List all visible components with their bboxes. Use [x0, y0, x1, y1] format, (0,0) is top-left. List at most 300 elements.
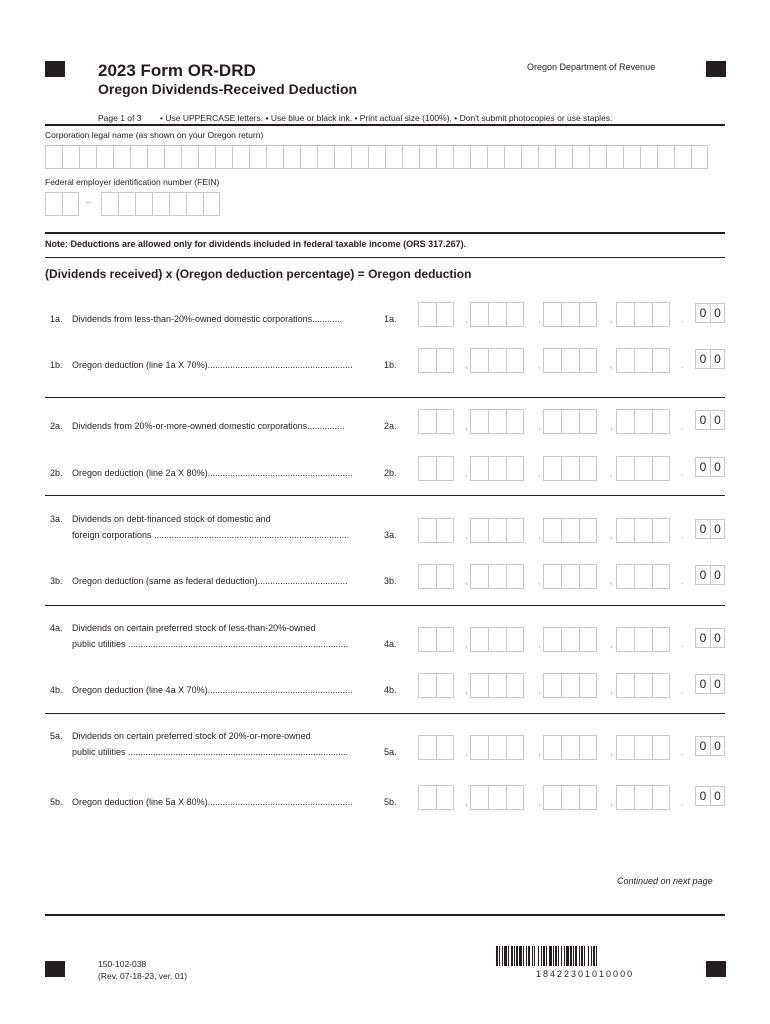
- amount-separator: ,: [465, 530, 468, 540]
- char-box[interactable]: [579, 735, 597, 760]
- amount-separator: ,: [465, 360, 468, 370]
- char-box[interactable]: [418, 785, 436, 810]
- char-box[interactable]: [317, 145, 334, 169]
- char-box[interactable]: [506, 627, 524, 652]
- amount-digit-group[interactable]: [616, 564, 670, 589]
- form-title: 2023 Form OR-DRD: [98, 61, 256, 80]
- char-box[interactable]: [506, 348, 524, 373]
- cents-field[interactable]: [695, 457, 725, 477]
- cents-digit[interactable]: 0: [695, 457, 710, 477]
- amount-separator: ,: [538, 747, 541, 757]
- char-box[interactable]: [385, 145, 402, 169]
- amount-separator: ,: [465, 468, 468, 478]
- amount-digit-group[interactable]: [418, 409, 454, 434]
- amount-digit-group[interactable]: [470, 409, 524, 434]
- char-box[interactable]: [418, 735, 436, 760]
- char-box[interactable]: [368, 145, 385, 169]
- registration-mark-top-right: [706, 61, 726, 77]
- char-box[interactable]: [164, 145, 181, 169]
- line-description-cont: public utilities ........................................................................................: [72, 747, 349, 757]
- char-box[interactable]: [616, 735, 634, 760]
- amount-separator: ,: [610, 639, 613, 649]
- line-description: Dividends from less-than-20%-owned domestic corporations............: [72, 314, 343, 324]
- amount-digit-group[interactable]: [616, 456, 670, 481]
- char-box[interactable]: [113, 145, 130, 169]
- char-box[interactable]: [623, 145, 640, 169]
- amount-digit-group[interactable]: [418, 735, 454, 760]
- amount-digit-group[interactable]: [470, 735, 524, 760]
- char-box[interactable]: [657, 145, 674, 169]
- line-number: 1b.: [50, 360, 63, 370]
- char-box[interactable]: [436, 673, 454, 698]
- amount-digit-group[interactable]: [418, 302, 454, 327]
- char-box[interactable]: [436, 735, 454, 760]
- char-box[interactable]: [555, 145, 572, 169]
- amount-digit-group[interactable]: [470, 456, 524, 481]
- char-box[interactable]: [418, 409, 436, 434]
- char-box[interactable]: [249, 145, 266, 169]
- char-box[interactable]: [652, 456, 670, 481]
- line-number: 4a.: [50, 623, 63, 633]
- char-box[interactable]: [561, 564, 579, 589]
- amount-digit-group[interactable]: [543, 627, 597, 652]
- amount-separator: .: [681, 639, 684, 649]
- amount-separator: ,: [610, 360, 613, 370]
- char-box[interactable]: [488, 302, 506, 327]
- line-number: 1a.: [50, 314, 63, 324]
- char-box[interactable]: [561, 518, 579, 543]
- amount-digit-group[interactable]: [470, 785, 524, 810]
- char-box[interactable]: [652, 627, 670, 652]
- char-box[interactable]: [470, 673, 488, 698]
- char-box[interactable]: [616, 348, 634, 373]
- section-divider: [45, 713, 725, 714]
- cents-digit[interactable]: 0: [695, 628, 710, 648]
- char-box[interactable]: [436, 456, 454, 481]
- char-box[interactable]: [652, 785, 670, 810]
- char-box[interactable]: [130, 145, 147, 169]
- amount-digit-group[interactable]: [470, 564, 524, 589]
- amount-separator: ,: [538, 685, 541, 695]
- form-subtitle: Oregon Dividends-Received Deduction: [98, 81, 358, 97]
- line-description: Oregon deduction (line 5a X 80%)..........................................................: [72, 797, 353, 807]
- amount-separator: .: [681, 421, 684, 431]
- cents-digit[interactable]: 0: [710, 410, 725, 430]
- cents-digit[interactable]: 0: [695, 519, 710, 539]
- agency-name: Oregon Department of Revenue: [527, 62, 656, 72]
- char-box[interactable]: [572, 145, 589, 169]
- char-box[interactable]: [79, 145, 96, 169]
- char-box[interactable]: [606, 145, 623, 169]
- amount-digit-group[interactable]: [616, 627, 670, 652]
- char-box[interactable]: [561, 302, 579, 327]
- char-box[interactable]: [506, 456, 524, 481]
- corp-name-label: Corporation legal name (as shown on your Oregon return): [45, 130, 264, 140]
- char-box[interactable]: [589, 145, 606, 169]
- char-box[interactable]: [45, 192, 62, 216]
- char-box[interactable]: [616, 409, 634, 434]
- char-box[interactable]: [470, 302, 488, 327]
- char-box[interactable]: [561, 456, 579, 481]
- char-box[interactable]: [488, 518, 506, 543]
- amount-digit-group[interactable]: [543, 348, 597, 373]
- amount-digit-group[interactable]: [616, 409, 670, 434]
- amount-digit-group[interactable]: [543, 785, 597, 810]
- char-box[interactable]: [634, 673, 652, 698]
- char-box[interactable]: [470, 785, 488, 810]
- amount-digit-group[interactable]: [470, 348, 524, 373]
- char-box[interactable]: [674, 145, 691, 169]
- char-box[interactable]: [266, 145, 283, 169]
- char-box[interactable]: [334, 145, 351, 169]
- char-box[interactable]: [470, 145, 487, 169]
- line-reference: 1a.: [384, 314, 397, 324]
- char-box[interactable]: [62, 145, 79, 169]
- cents-digit[interactable]: 0: [695, 565, 710, 585]
- amount-separator: .: [681, 685, 684, 695]
- cents-field[interactable]: [695, 628, 725, 648]
- cents-digit[interactable]: 0: [710, 786, 725, 806]
- char-box[interactable]: [152, 192, 169, 216]
- amount-digit-group[interactable]: [470, 627, 524, 652]
- amount-digit-group[interactable]: [543, 673, 597, 698]
- amount-digit-group[interactable]: [418, 564, 454, 589]
- char-box[interactable]: [543, 627, 561, 652]
- amount-separator: ,: [465, 576, 468, 586]
- char-box[interactable]: [62, 192, 79, 216]
- cents-digit[interactable]: 0: [710, 519, 725, 539]
- char-box[interactable]: [135, 192, 152, 216]
- char-box[interactable]: [300, 145, 317, 169]
- char-box[interactable]: [96, 145, 113, 169]
- char-box[interactable]: [616, 627, 634, 652]
- char-box[interactable]: [616, 456, 634, 481]
- amount-digit-group[interactable]: [418, 456, 454, 481]
- amount-separator: .: [681, 747, 684, 757]
- char-box[interactable]: [579, 785, 597, 810]
- cents-field[interactable]: [695, 303, 725, 323]
- char-box[interactable]: [579, 456, 597, 481]
- amount-digit-group[interactable]: [616, 735, 670, 760]
- cents-digit[interactable]: 0: [695, 786, 710, 806]
- char-box[interactable]: [543, 348, 561, 373]
- amount-separator: .: [681, 576, 684, 586]
- char-box[interactable]: [616, 673, 634, 698]
- char-box[interactable]: [579, 302, 597, 327]
- line-description: Dividends on certain preferred stock of less-than-20%-owned: [72, 623, 316, 633]
- cents-digit[interactable]: 0: [695, 349, 710, 369]
- char-box[interactable]: [652, 348, 670, 373]
- cents-field[interactable]: [695, 674, 725, 694]
- amount-digit-group[interactable]: [418, 673, 454, 698]
- char-box[interactable]: [418, 564, 436, 589]
- char-box[interactable]: [561, 627, 579, 652]
- line-number: 5b.: [50, 797, 63, 807]
- amount-separator: ,: [538, 468, 541, 478]
- cents-field[interactable]: [695, 565, 725, 585]
- char-box[interactable]: [436, 518, 454, 543]
- note-top-rule: [45, 232, 725, 234]
- amount-separator: ,: [465, 685, 468, 695]
- corp-name-input[interactable]: [45, 145, 708, 169]
- char-box[interactable]: [453, 145, 470, 169]
- char-box[interactable]: [436, 348, 454, 373]
- char-box[interactable]: [543, 735, 561, 760]
- char-box[interactable]: [634, 348, 652, 373]
- char-box[interactable]: [543, 518, 561, 543]
- char-box[interactable]: [418, 302, 436, 327]
- cents-field[interactable]: [695, 349, 725, 369]
- amount-digit-group[interactable]: [418, 627, 454, 652]
- amount-digit-group[interactable]: [543, 456, 597, 481]
- char-box[interactable]: [579, 564, 597, 589]
- char-box[interactable]: [488, 785, 506, 810]
- cents-digit[interactable]: 0: [710, 736, 725, 756]
- line-number: 5a.: [50, 731, 63, 741]
- amount-digit-group[interactable]: [616, 518, 670, 543]
- amount-digit-group[interactable]: [616, 673, 670, 698]
- char-box[interactable]: [203, 192, 220, 216]
- char-box[interactable]: [45, 145, 62, 169]
- amount-digit-group[interactable]: [543, 564, 597, 589]
- cents-digit[interactable]: 0: [710, 628, 725, 648]
- char-box[interactable]: [543, 302, 561, 327]
- line-number: 3b.: [50, 576, 63, 586]
- char-box[interactable]: [652, 518, 670, 543]
- barcode-number: 18422301010000: [536, 969, 635, 979]
- amount-digit-group[interactable]: [543, 518, 597, 543]
- char-box[interactable]: [436, 785, 454, 810]
- line-description: Dividends on debt-financed stock of domestic and: [72, 514, 271, 524]
- char-box[interactable]: [579, 518, 597, 543]
- cents-digit[interactable]: 0: [710, 674, 725, 694]
- char-box[interactable]: [283, 145, 300, 169]
- fein-label: Federal employer identification number (FEIN): [45, 177, 220, 187]
- char-box[interactable]: [579, 409, 597, 434]
- char-box[interactable]: [561, 735, 579, 760]
- char-box[interactable]: [691, 145, 708, 169]
- char-box[interactable]: [198, 145, 215, 169]
- char-box[interactable]: [418, 673, 436, 698]
- char-box[interactable]: [652, 409, 670, 434]
- barcode: [496, 946, 599, 966]
- cents-digit[interactable]: 0: [710, 303, 725, 323]
- amount-digit-group[interactable]: [470, 518, 524, 543]
- char-box[interactable]: [640, 145, 657, 169]
- barcode-bar: [597, 946, 599, 966]
- char-box[interactable]: [101, 192, 118, 216]
- amount-separator: ,: [465, 639, 468, 649]
- cents-digit[interactable]: 0: [710, 565, 725, 585]
- registration-mark-top-left: [45, 61, 65, 77]
- cents-digit[interactable]: 0: [695, 303, 710, 323]
- char-box[interactable]: [504, 145, 521, 169]
- char-box[interactable]: [616, 564, 634, 589]
- char-box[interactable]: [488, 348, 506, 373]
- cents-digit[interactable]: 0: [695, 674, 710, 694]
- char-box[interactable]: [652, 302, 670, 327]
- char-box[interactable]: [470, 735, 488, 760]
- char-box[interactable]: [634, 409, 652, 434]
- amount-separator: ,: [610, 314, 613, 324]
- cents-digit[interactable]: 0: [695, 410, 710, 430]
- deduction-note: Note: Deductions are allowed only for dividends included in federal taxable income (ORS 317.267).: [45, 239, 467, 249]
- amount-digit-group[interactable]: [616, 785, 670, 810]
- char-box[interactable]: [506, 518, 524, 543]
- char-box[interactable]: [470, 518, 488, 543]
- char-box[interactable]: [543, 785, 561, 810]
- char-box[interactable]: [488, 456, 506, 481]
- char-box[interactable]: [538, 145, 555, 169]
- char-box[interactable]: [418, 627, 436, 652]
- continued-note: Continued on next page: [617, 876, 713, 886]
- char-box[interactable]: [436, 145, 453, 169]
- char-box[interactable]: [436, 409, 454, 434]
- char-box[interactable]: [506, 673, 524, 698]
- char-box[interactable]: [169, 192, 186, 216]
- amount-separator: ,: [538, 530, 541, 540]
- char-box[interactable]: [543, 456, 561, 481]
- section-divider: [45, 605, 725, 606]
- line-reference: 4b.: [384, 685, 397, 695]
- char-box[interactable]: [418, 518, 436, 543]
- char-box[interactable]: [616, 302, 634, 327]
- amount-digit-group[interactable]: [543, 735, 597, 760]
- amount-separator: ,: [538, 314, 541, 324]
- line-number: 4b.: [50, 685, 63, 695]
- amount-digit-group[interactable]: [470, 673, 524, 698]
- amount-digit-group[interactable]: [543, 409, 597, 434]
- char-box[interactable]: [186, 192, 203, 216]
- char-box[interactable]: [118, 192, 135, 216]
- char-box[interactable]: [634, 735, 652, 760]
- char-box[interactable]: [634, 302, 652, 327]
- char-box[interactable]: [470, 348, 488, 373]
- amount-digit-group[interactable]: [616, 302, 670, 327]
- char-box[interactable]: [561, 348, 579, 373]
- amount-separator: ,: [538, 421, 541, 431]
- char-box[interactable]: [402, 145, 419, 169]
- char-box[interactable]: [488, 673, 506, 698]
- char-box[interactable]: [232, 145, 249, 169]
- amount-separator: ,: [610, 576, 613, 586]
- char-box[interactable]: [652, 564, 670, 589]
- char-box[interactable]: [521, 145, 538, 169]
- amount-digit-group[interactable]: [470, 302, 524, 327]
- cents-digit[interactable]: 0: [710, 349, 725, 369]
- char-box[interactable]: [652, 735, 670, 760]
- amount-digit-group[interactable]: [543, 302, 597, 327]
- char-box[interactable]: [506, 409, 524, 434]
- char-box[interactable]: [351, 145, 368, 169]
- char-box[interactable]: [436, 564, 454, 589]
- fein-input-prefix[interactable]: [45, 192, 79, 216]
- char-box[interactable]: [506, 302, 524, 327]
- amount-separator: ,: [610, 797, 613, 807]
- line-reference: 3b.: [384, 576, 397, 586]
- char-box[interactable]: [506, 564, 524, 589]
- char-box[interactable]: [181, 145, 198, 169]
- char-box[interactable]: [488, 627, 506, 652]
- cents-field[interactable]: [695, 736, 725, 756]
- line-description: Oregon deduction (line 2a X 80%)..........................................................: [72, 468, 353, 478]
- char-box[interactable]: [579, 348, 597, 373]
- amount-separator: ,: [538, 360, 541, 370]
- char-box[interactable]: [561, 673, 579, 698]
- char-box[interactable]: [543, 409, 561, 434]
- amount-separator: ,: [538, 639, 541, 649]
- char-box[interactable]: [506, 735, 524, 760]
- fein-input-suffix[interactable]: [101, 192, 220, 216]
- char-box[interactable]: [634, 564, 652, 589]
- cents-field[interactable]: [695, 410, 725, 430]
- char-box[interactable]: [470, 627, 488, 652]
- char-box[interactable]: [561, 785, 579, 810]
- header-rule: [45, 124, 725, 126]
- char-box[interactable]: [470, 456, 488, 481]
- cents-digit[interactable]: 0: [710, 457, 725, 477]
- char-box[interactable]: [488, 409, 506, 434]
- char-box[interactable]: [543, 564, 561, 589]
- line-reference: 2a.: [384, 421, 397, 431]
- amount-digit-group[interactable]: [616, 348, 670, 373]
- char-box[interactable]: [418, 456, 436, 481]
- char-box[interactable]: [579, 627, 597, 652]
- amount-digit-group[interactable]: [418, 518, 454, 543]
- char-box[interactable]: [418, 348, 436, 373]
- line-description: Oregon deduction (line 1a X 70%)..........................................................: [72, 360, 353, 370]
- char-box[interactable]: [436, 302, 454, 327]
- amount-separator: ,: [538, 797, 541, 807]
- char-box[interactable]: [419, 145, 436, 169]
- char-box[interactable]: [488, 564, 506, 589]
- amount-separator: ,: [465, 747, 468, 757]
- char-box[interactable]: [579, 673, 597, 698]
- char-box[interactable]: [616, 785, 634, 810]
- amount-separator: ,: [465, 314, 468, 324]
- char-box[interactable]: [634, 785, 652, 810]
- cents-field[interactable]: [695, 786, 725, 806]
- line-reference: 5b.: [384, 797, 397, 807]
- amount-digit-group[interactable]: [418, 785, 454, 810]
- char-box[interactable]: [436, 627, 454, 652]
- char-box[interactable]: [634, 456, 652, 481]
- char-box[interactable]: [652, 673, 670, 698]
- char-box[interactable]: [561, 409, 579, 434]
- amount-separator: ,: [465, 797, 468, 807]
- amount-separator: ,: [610, 421, 613, 431]
- char-box[interactable]: [634, 627, 652, 652]
- char-box[interactable]: [506, 785, 524, 810]
- amount-separator: ,: [610, 530, 613, 540]
- char-box[interactable]: [487, 145, 504, 169]
- char-box[interactable]: [634, 518, 652, 543]
- amount-digit-group[interactable]: [418, 348, 454, 373]
- char-box[interactable]: [616, 518, 634, 543]
- cents-digit[interactable]: 0: [695, 736, 710, 756]
- line-description: Oregon deduction (same as federal deduction)....................................: [72, 576, 348, 586]
- cents-field[interactable]: [695, 519, 725, 539]
- char-box[interactable]: [470, 564, 488, 589]
- char-box[interactable]: [488, 735, 506, 760]
- amount-separator: ,: [610, 468, 613, 478]
- char-box[interactable]: [215, 145, 232, 169]
- char-box[interactable]: [470, 409, 488, 434]
- char-box[interactable]: [543, 673, 561, 698]
- line-description-cont: public utilities ........................................................................................: [72, 639, 349, 649]
- registration-mark-bottom-right: [706, 961, 726, 977]
- char-box[interactable]: [147, 145, 164, 169]
